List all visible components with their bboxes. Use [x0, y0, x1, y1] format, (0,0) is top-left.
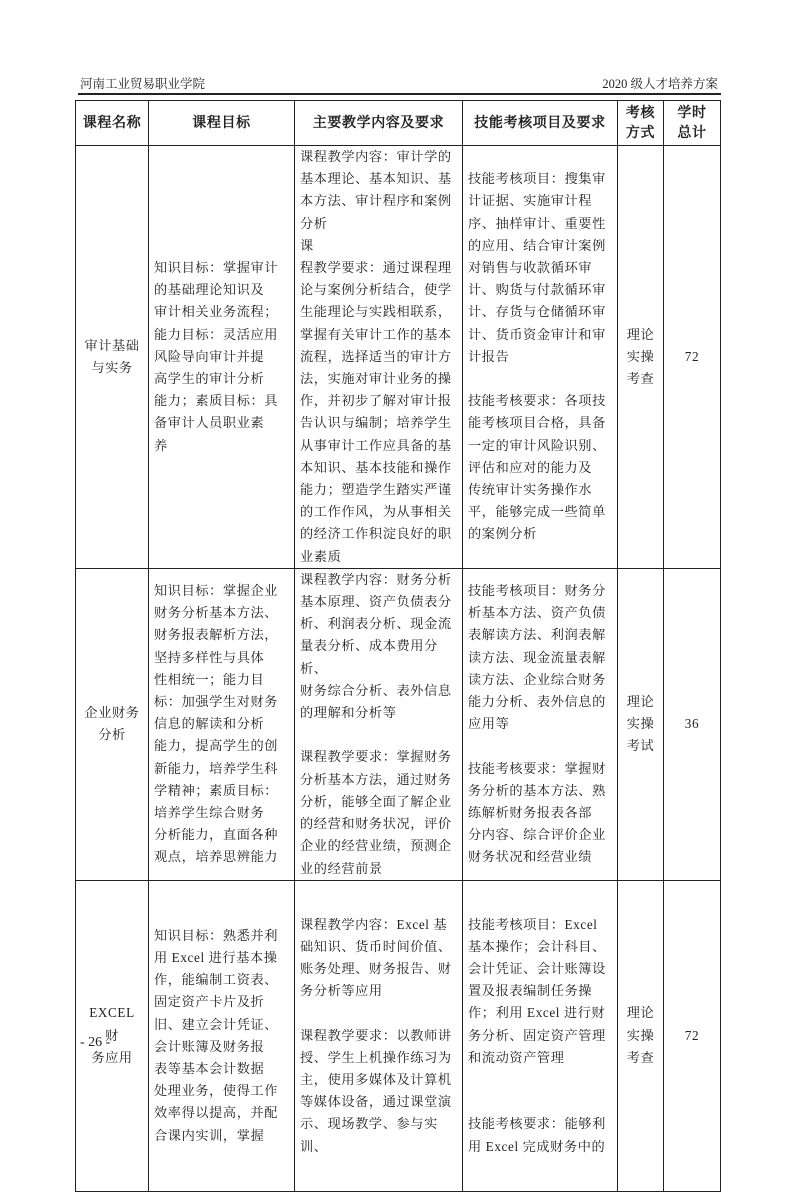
col-header-goal: 课程目标 [149, 101, 295, 146]
course-skill: 技能考核项目：Excel 基本操作；会计科目、 会计凭证、会计账簿设 置及报表编制任务操 作；利用 Excel 进行财 务分析、固定资产管理 和流动资产管理 技能考核要求：能够利 用 Excel 完成财务中的 [463, 880, 618, 1191]
course-name: EXCEL 财 务应用 [76, 880, 149, 1191]
course-method: 理论 实操 考试 [618, 568, 664, 880]
header-rule [78, 93, 721, 95]
table-header-row [76, 101, 721, 146]
col-header-skill: 技能考核项目及要求 [463, 101, 618, 146]
course-name: 企业财务 分析 [76, 568, 149, 880]
page-number: - 26 - [80, 1035, 111, 1050]
header-school: 河南工业贸易职业学院 [80, 77, 206, 91]
header-plan: 2020 级人才培养方案 [602, 77, 718, 91]
course-content: 课程教学内容：Excel 基 础知识、货币时间价值、 账务处理、财务报告、财 务分析等应用 课程教学要求：以教师讲 授、学生上机操作练习为 主，使用多媒体及计算机 等媒体设备，通过课堂演 示、现场教学、参与实训、 [295, 880, 463, 1191]
course-method: 理论 实操 考查 [618, 146, 664, 569]
course-method: 理论 实操 考查 [618, 880, 664, 1191]
course-skill: 技能考核项目：搜集审 计证据、实施审计程 序、抽样审计、重要性 的应用、结合审计案例 对销售与收款循环审 计、购货与付款循环审 计、存货与仓储循环审 计、货币资金审计和审 计报告 技能考核要求：各项技 能考核项目合格，具备 一定的审计风险识别、 评估和应对的能力及 传统审计实务操作水 平，能够完成一些简单 的案例分析 [463, 146, 618, 569]
table-row [76, 568, 721, 880]
table-row [76, 880, 721, 1191]
table-row [76, 146, 721, 569]
col-header-content: 主要教学内容及要求 [295, 101, 463, 146]
course-content: 课程教学内容：财务分析 基本原理、资产负债表分 析、利润表分析、现金流 量表分析、成本费用分析、 财务综合分析、表外信息 的理解和分析等 课程教学要求：掌握财务 分析基本方法，通过财务 分析，能够全面了解企业 的经营和财务状况，评价 企业的经营业绩，预测企 业的经营前景 [295, 568, 463, 880]
course-hours: 72 [664, 880, 721, 1191]
col-header-hours: 学时 总计 [664, 101, 721, 146]
course-goal: 知识目标：熟悉并利 用 Excel 进行基本操 作，能编制工资表、 固定资产卡片及折 旧、建立会计凭证、 会计账簿及财务报 表等基本会计数据 处理业务，使得工作 效率得以提高，并配 合课内实训，掌握 [149, 880, 295, 1191]
course-table [75, 100, 721, 1192]
course-content: 课程教学内容：审计学的 基本理论、基本知识、基 本方法、审计程序和案例 分析 课 程教学要求：通过课程理 论与案例分析结合，使学 生能理论与实践相联系， 掌握有关审计工作的基本 流程，选择适当的审计方 法，实施对审计业务的操 作，并初步了解对审计报 告认识与编制；培养学生 从事审计工作应具备的基 本知识、基本技能和操作 能力；塑造学生踏实严谨 的工作作风，为从事相关 的经济工作积淀良好的职 业素质 [295, 146, 463, 569]
course-hours: 36 [664, 568, 721, 880]
col-header-method: 考核 方式 [618, 101, 664, 146]
course-goal: 知识目标：掌握审计 的基础理论知识及 审计相关业务流程； 能力目标：灵活应用 风险导向审计并提 高学生的审计分析 能力；素质目标：具 备审计人员职业素 养 [149, 146, 295, 569]
course-goal: 知识目标：掌握企业 财务分析基本方法、 财务报表解析方法， 坚持多样性与具体 性相统一；能力目 标：加强学生对财务 信息的解读和分析 能力，提高学生的创 新能力，培养学生科 学精神；素质目标： 培养学生综合财务 分析能力，直面各种 观点，培养思辨能力 [149, 568, 295, 880]
course-skill: 技能考核项目：财务分 析基本方法、资产负债 表解读方法、利润表解 读方法、现金流量表解 读方法、企业综合财务 能力分析、表外信息的 应用等 技能考核要求：掌握财 务分析的基本方法、熟 练解析财务报表各部 分内容、综合评价企业 财务状况和经营业绩 [463, 568, 618, 880]
course-hours: 72 [664, 146, 721, 569]
col-header-name: 课程名称 [76, 101, 149, 146]
course-name: 审计基础 与实务 [76, 146, 149, 569]
